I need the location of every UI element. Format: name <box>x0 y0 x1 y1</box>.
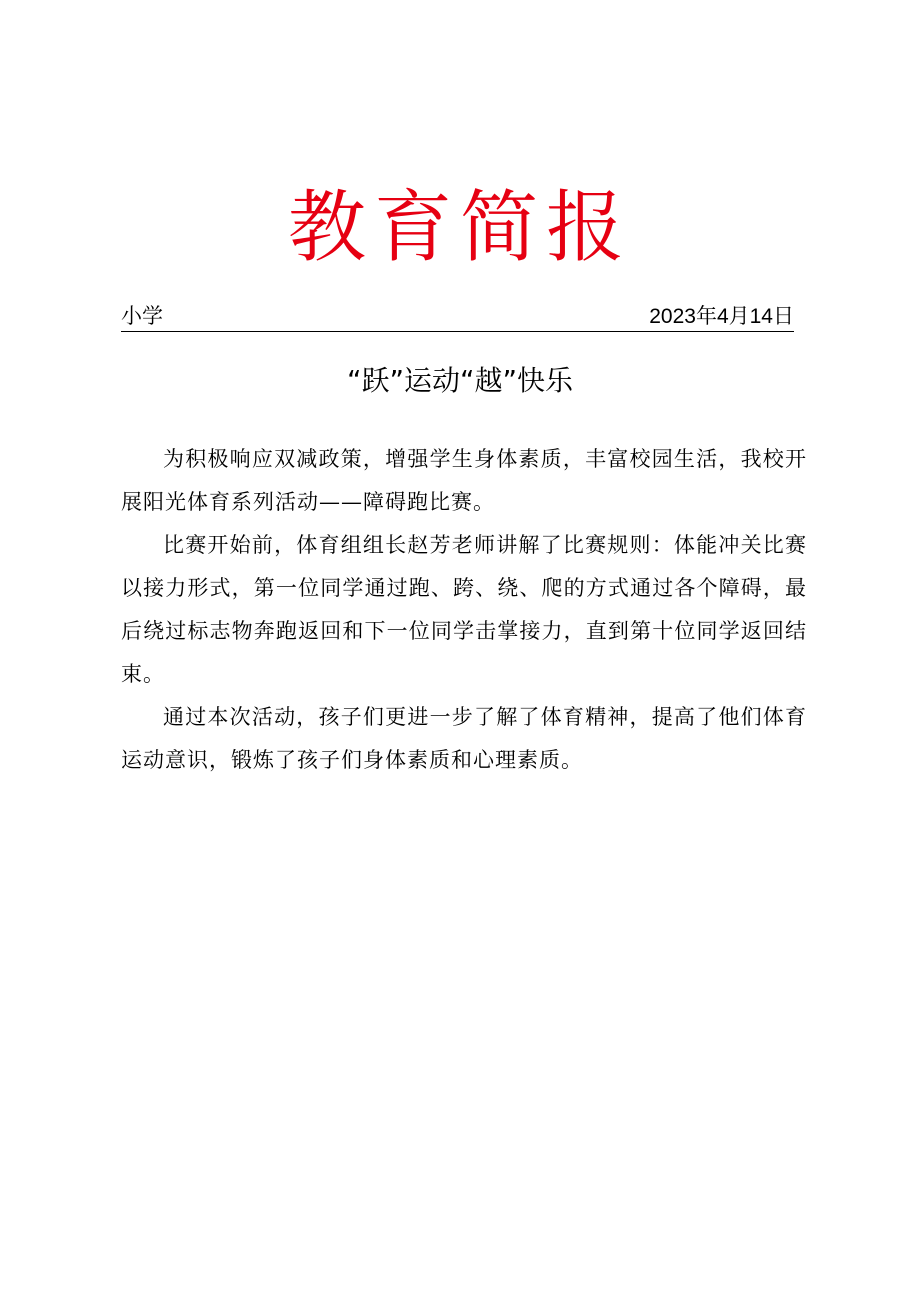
article-title: “跃”运动“越”快乐 <box>346 364 574 397</box>
masthead-title: 教育简报 <box>287 183 632 273</box>
school-name: 小学 <box>121 305 163 328</box>
issue-date: 2023年4月14日 <box>649 305 794 328</box>
article-paragraph: 为积极响应双减政策，增强学生身体素质，丰富校园生活，我校开展阳光体育系列活动——障碍跑比赛。 <box>121 447 807 514</box>
article-body <box>121 438 807 782</box>
info-line <box>121 303 794 332</box>
article-paragraph: 比赛开始前，体育组组长赵芳老师讲解了比赛规则：体能冲关比赛以接力形式，第一位同学通过跑、跨、绕、爬的方式通过各个障碍，最后绕过标志物奔跑返回和下一位同学击掌接力，直到第十位同学返回结束。 <box>121 533 807 686</box>
article-paragraph: 通过本次活动，孩子们更进一步了解了体育精神，提高了他们体育运动意识，锻炼了孩子们身体素质和心理素质。 <box>121 705 807 772</box>
